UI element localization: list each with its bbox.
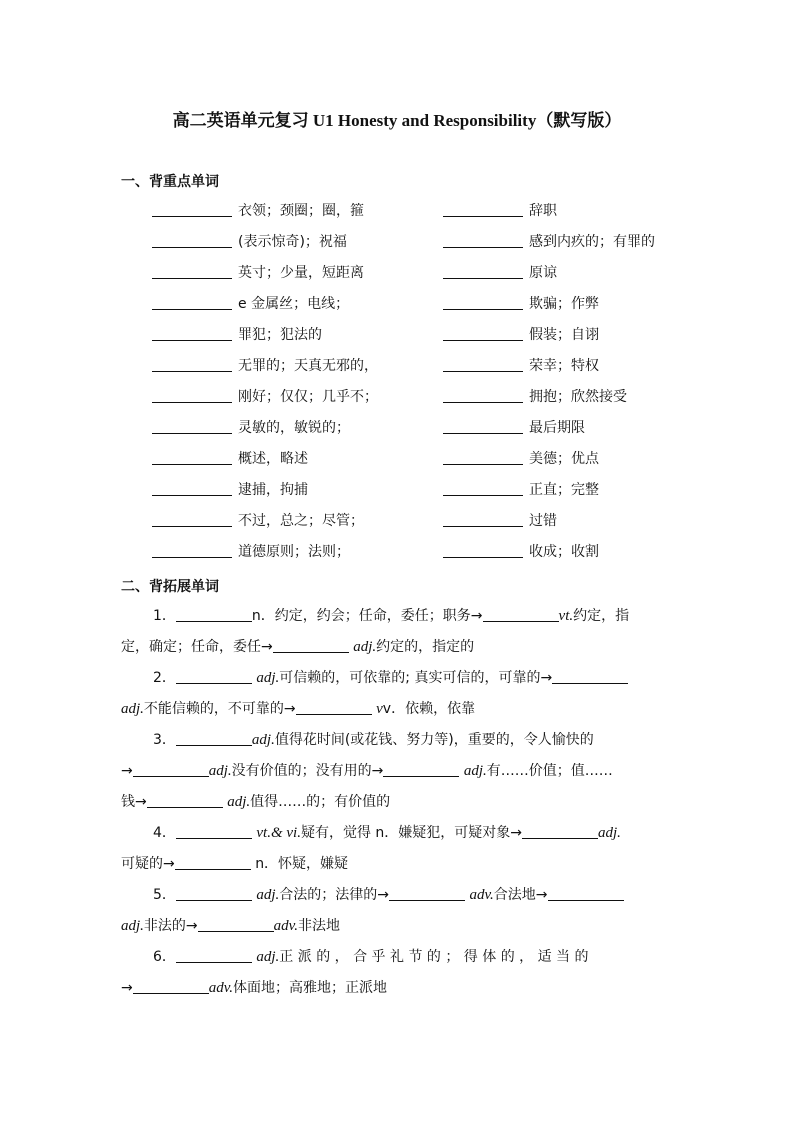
answer-blank[interactable] [176, 607, 252, 622]
vocab-item-right [443, 263, 557, 283]
answer-blank[interactable] [152, 512, 232, 527]
answer-blank[interactable] [443, 202, 523, 217]
answer-blank[interactable] [152, 295, 232, 310]
vocab-meaning: 原谅 [529, 265, 557, 281]
vocab-item-right [443, 418, 585, 438]
vocab-item-right [443, 542, 599, 562]
vocab-item-left [152, 511, 364, 531]
vocab-meaning: 辞职 [529, 203, 557, 219]
answer-blank[interactable] [296, 700, 372, 715]
vocab-meaning: 英寸；少量，短距离 [238, 265, 364, 281]
vocab-item-left [152, 356, 378, 376]
vocab-item-left [152, 480, 308, 500]
answer-blank[interactable] [443, 388, 523, 403]
answer-blank[interactable] [147, 793, 223, 808]
vocab-item-right [443, 480, 599, 500]
vocab-meaning: 不过，总之；尽管； [238, 513, 364, 529]
answer-blank[interactable] [443, 543, 523, 558]
answer-blank[interactable] [198, 917, 274, 932]
answer-blank[interactable] [176, 948, 252, 963]
vocab-meaning: 无罪的；天真无邪的， [238, 358, 378, 374]
exercise-1: 1． n．约定，约会；任命，委任；职务→ vt.约定，指 定，确定；任命，委任→ adj.约定的，指定的 [121, 608, 630, 655]
vocab-item-left [152, 263, 364, 283]
answer-blank[interactable] [443, 326, 523, 341]
page-title: 高二英语单元复习 U1 Honesty and Responsibility（默写版） [172, 111, 622, 130]
vocab-meaning: 灵敏的，敏锐的； [238, 420, 350, 436]
vocab-meaning: 美德；优点 [529, 451, 599, 467]
vocab-item-left [152, 542, 350, 562]
vocab-meaning: 拥抱；欣然接受 [529, 389, 627, 405]
answer-blank[interactable] [443, 264, 523, 279]
vocab-meaning: 假装；自诩 [529, 327, 599, 343]
vocab-meaning: 衣领；颈圈；圈，箍 [238, 203, 364, 219]
answer-blank[interactable] [389, 886, 465, 901]
exercise-4: 4． vt.& vi.疑有，觉得 n．嫌疑犯，可疑对象→ adj. 可疑的→ n．怀疑，嫌疑 [121, 825, 621, 872]
answer-blank[interactable] [552, 669, 628, 684]
answer-blank[interactable] [522, 824, 598, 839]
answer-blank[interactable] [133, 979, 209, 994]
answer-blank[interactable] [176, 886, 252, 901]
answer-blank[interactable] [152, 388, 232, 403]
vocab-item-left [152, 449, 308, 469]
exercise-5: 5． adj.合法的；法律的→ adv.合法地→ adj.非法的→ adv.非法地 [121, 880, 675, 942]
exercise-6: 6． adj.正 派 的 ， 合 乎 礼 节 的 ； 得 体 的 ， 适 当 的 → adv.体面地；高雅地；正派地 [121, 949, 589, 996]
answer-blank[interactable] [443, 450, 523, 465]
answer-blank[interactable] [152, 419, 232, 434]
section-heading-key-words: 一、背重点单词 [121, 174, 219, 190]
vocab-item-left [152, 294, 349, 314]
exercise-3: 3． adj.值得花时间(或花钱、努力等)，重要的，令人愉快的 → adj.没有价值的；没有用的→ adj.有……价值；值…… 钱→ adj.值得……的；有价值的 [121, 732, 613, 810]
answer-blank[interactable] [273, 638, 349, 653]
vocab-meaning: 收成；收割 [529, 544, 599, 560]
answer-blank[interactable] [152, 326, 232, 341]
vocab-meaning: 正直；完整 [529, 482, 599, 498]
vocab-item-right [443, 201, 557, 221]
vocab-meaning: 最后期限 [529, 420, 585, 436]
vocab-meaning: 欺骗；作弊 [529, 296, 599, 312]
answer-blank[interactable] [443, 512, 523, 527]
vocab-item-right [443, 294, 599, 314]
answer-blank[interactable] [443, 419, 523, 434]
vocab-item-left [152, 325, 322, 345]
answer-blank[interactable] [152, 202, 232, 217]
answer-blank[interactable] [443, 357, 523, 372]
answer-blank[interactable] [483, 607, 559, 622]
vocab-item-right [443, 387, 627, 407]
section-heading-extended-words: 二、背拓展单词 [121, 579, 219, 595]
vocab-item-left [152, 232, 347, 252]
answer-blank[interactable] [443, 233, 523, 248]
answer-blank[interactable] [548, 886, 624, 901]
vocab-item-right [443, 511, 557, 531]
vocab-meaning: 感到内疚的；有罪的 [529, 234, 655, 250]
answer-blank[interactable] [152, 233, 232, 248]
vocab-meaning: 道德原则；法则； [238, 544, 350, 560]
answer-blank[interactable] [133, 762, 209, 777]
vocab-meaning: 概述，略述 [238, 451, 308, 467]
answer-blank[interactable] [176, 669, 252, 684]
vocab-meaning: 逮捕，拘捕 [238, 482, 308, 498]
answer-blank[interactable] [176, 731, 252, 746]
vocab-item-right [443, 449, 599, 469]
vocab-meaning: 刚好；仅仅；几乎不； [238, 389, 378, 405]
answer-blank[interactable] [175, 855, 251, 870]
answer-blank[interactable] [152, 357, 232, 372]
vocab-item-left [152, 418, 350, 438]
answer-blank[interactable] [152, 543, 232, 558]
vocab-item-left [152, 201, 364, 221]
vocab-meaning: 过错 [529, 513, 557, 529]
vocab-meaning: (表示惊奇)；祝福 [238, 234, 347, 250]
vocab-item-right [443, 232, 655, 252]
answer-blank[interactable] [443, 295, 523, 310]
vocab-item-right [443, 325, 599, 345]
answer-blank[interactable] [152, 481, 232, 496]
answer-blank[interactable] [176, 824, 252, 839]
vocab-meaning: 罪犯；犯法的 [238, 327, 322, 343]
answer-blank[interactable] [152, 264, 232, 279]
vocab-item-left [152, 387, 378, 407]
vocab-item-right [443, 356, 599, 376]
answer-blank[interactable] [152, 450, 232, 465]
answer-blank[interactable] [443, 481, 523, 496]
vocab-meaning: e 金属丝；电线； [238, 296, 350, 312]
vocab-meaning: 荣幸；特权 [529, 358, 599, 374]
answer-blank[interactable] [383, 762, 459, 777]
exercise-2: 2． adj.可信赖的，可依靠的; 真实可信的，可靠的→ adj.不能信赖的，不可靠的→ vv．依赖，依靠 [121, 663, 675, 725]
